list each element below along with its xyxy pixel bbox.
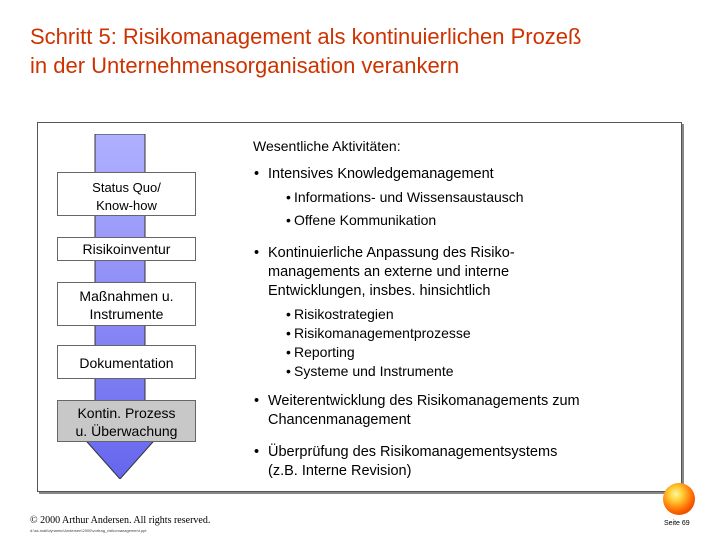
sub-bullet-text: Risikomanagementprozesse: [294, 325, 471, 341]
bullet-text: Intensives Knowledgemanagement: [268, 166, 494, 182]
step-label: Instrumente: [89, 306, 164, 322]
bullet-text: Überprüfung des Risikomanagementsystems: [268, 444, 558, 460]
logo-ball-icon: [663, 483, 695, 515]
sub-bullet-text: Systeme und Instrumente: [294, 363, 454, 379]
bullet-dot: •: [254, 393, 260, 409]
slide-number: Seite 69: [664, 520, 690, 527]
page-title: [30, 22, 710, 80]
title-line-1: Schritt 5: Risikomanagement als kontinuierlichen Prozeß: [30, 24, 582, 49]
bullet-text: Kontinuierliche Anpassung des Risiko-: [268, 245, 515, 261]
title-line-2: in der Unternehmensorganisation verankern: [30, 53, 460, 78]
step-label: u. Überwachung: [75, 423, 178, 439]
bullet-text: Weiterentwicklung des Risikomanagements zum: [268, 393, 580, 409]
sub-bullet: • Risikomanagementprozesse: [286, 325, 471, 341]
sub-bullet: • Reporting: [286, 344, 355, 360]
bullet-dot: •: [254, 444, 260, 460]
sub-bullet: • Offene Kommunikation: [286, 212, 437, 228]
bullet-text: (z.B. Interne Revision): [268, 463, 412, 479]
step-kontinuierlicher-prozess: [57, 400, 196, 442]
sub-bullet: • Systeme und Instrumente: [286, 363, 454, 379]
sub-bullet-text: Risikostrategien: [294, 306, 394, 322]
activities-heading: Wesentliche Aktivitäten:: [253, 138, 401, 154]
step-label: Kontin. Prozess: [77, 405, 176, 421]
step-label: Dokumentation: [79, 355, 174, 371]
step-risikoinventur: [57, 237, 196, 261]
step-status-quo: [57, 172, 196, 216]
bullet-weiterentwicklung: [254, 392, 580, 430]
bullet-text: managements an externe und interne: [268, 264, 510, 280]
bullet-anpassung: [254, 244, 515, 301]
bullet-dot: •: [254, 166, 260, 182]
sub-bullet: • Informations- und Wissensaustausch: [286, 189, 524, 205]
step-label: Risikoinventur: [82, 241, 171, 257]
bullet-text: Entwicklungen, insbes. hinsichtlich: [268, 283, 491, 299]
file-path: d:\ss-mail\dynamic\Andersen\2000\vortrag_risikomanagement.ppt: [30, 528, 147, 533]
step-dokumentation: [57, 345, 196, 379]
step-label: Status Quo/: [92, 180, 161, 195]
step-label: Maßnahmen u.: [79, 288, 174, 304]
bullet-knowledge: [254, 165, 494, 184]
sub-bullet-text: Offene Kommunikation: [294, 212, 437, 228]
sub-bullet-text: Informations- und Wissensaustausch: [294, 189, 524, 205]
bullet-ueberpruefung: [254, 443, 558, 481]
step-label: Know-how: [96, 198, 157, 213]
sub-bullet-text: Reporting: [294, 344, 355, 360]
sub-bullet: • Risikostrategien: [286, 306, 394, 322]
copyright-footer: © 2000 Arthur Andersen. All rights reserved.: [30, 515, 211, 526]
step-massnahmen: [57, 282, 196, 326]
bullet-dot: •: [254, 245, 260, 261]
bullet-text: Chancenmanagement: [268, 412, 411, 428]
